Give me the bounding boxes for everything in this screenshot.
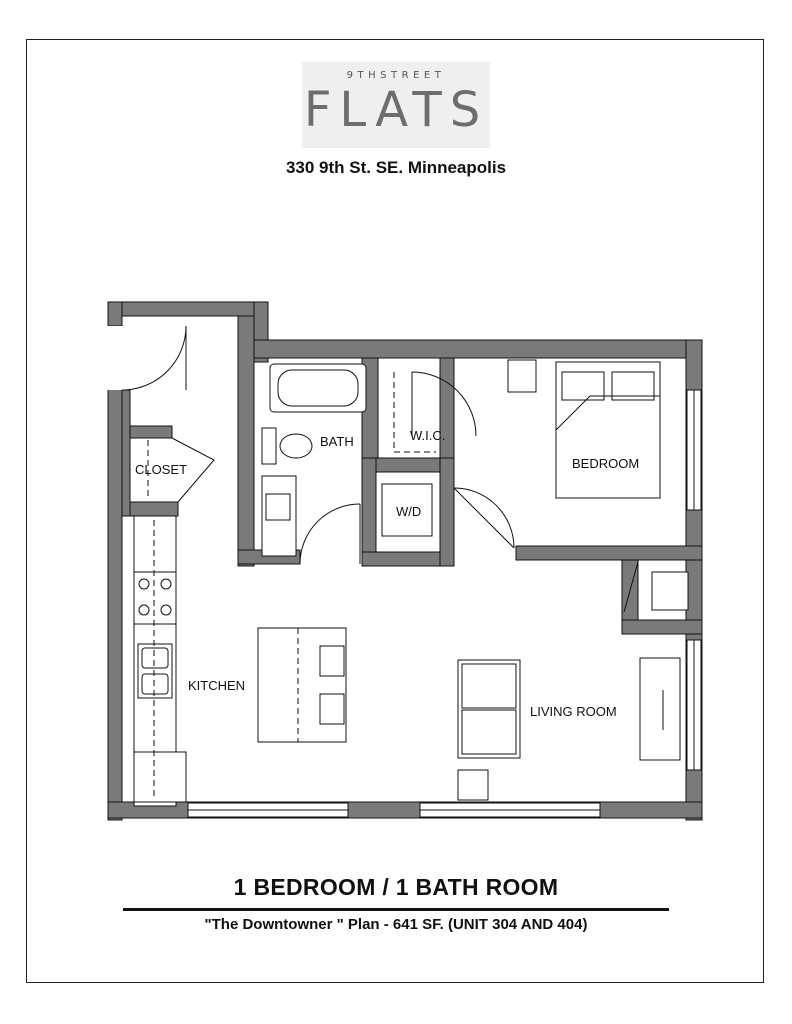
room-label-bath: BATH (320, 434, 354, 449)
wall-wd-left (362, 458, 376, 566)
ottoman (458, 770, 488, 800)
logo-main-text: FLATS (303, 82, 489, 138)
kitchen-island (258, 628, 346, 742)
wall-top (254, 340, 702, 358)
room-label-wic: W.I.C. (410, 428, 446, 443)
room-label-bedroom: BEDROOM (572, 456, 640, 471)
room-label-living: LIVING ROOM (530, 704, 617, 719)
room-label-wd: W/D (396, 504, 422, 519)
room-label-closet: CLOSET (135, 462, 188, 477)
address: 330 9th St. SE. Minneapolis (285, 158, 507, 177)
fridge (134, 752, 186, 802)
entry-door-swing (122, 326, 186, 390)
wall-top-entry (108, 302, 268, 316)
bedroom-door-leaf (454, 488, 514, 548)
wall-wd-right (440, 458, 454, 566)
room-label-kitchen: KITCHEN (188, 678, 246, 693)
living-chair (652, 572, 688, 610)
plan-title: 1 BEDROOM / 1 BATH ROOM (233, 874, 559, 900)
wall-closet-side (122, 390, 130, 516)
nightstand (508, 360, 536, 392)
wall-bath-left (238, 316, 254, 566)
kitchen-sink (138, 644, 172, 698)
cooktop (134, 572, 176, 624)
bar-stool (320, 646, 344, 676)
wall-bedroom-bottom (516, 546, 702, 560)
title-rule (123, 908, 669, 911)
toilet-tank (262, 428, 276, 464)
wall-entry-jamb (108, 302, 122, 326)
wall-alcove-bottom (622, 620, 702, 634)
tv-console (640, 658, 680, 760)
sofa-cushion (462, 710, 516, 754)
wall-wic-right (440, 358, 454, 458)
plan-subtitle: "The Downtowner " Plan - 641 SF. (UNIT 304 AND 404) (204, 916, 588, 933)
bathtub-basin (278, 370, 358, 406)
bar-stool (320, 694, 344, 724)
bath-door-swing (300, 504, 360, 564)
entry-opening (105, 326, 125, 390)
bath-sink (266, 494, 290, 520)
sofa-cushion (462, 664, 516, 708)
toilet-bowl (280, 434, 312, 458)
logo-top-text: 9THSTREET (346, 70, 446, 81)
